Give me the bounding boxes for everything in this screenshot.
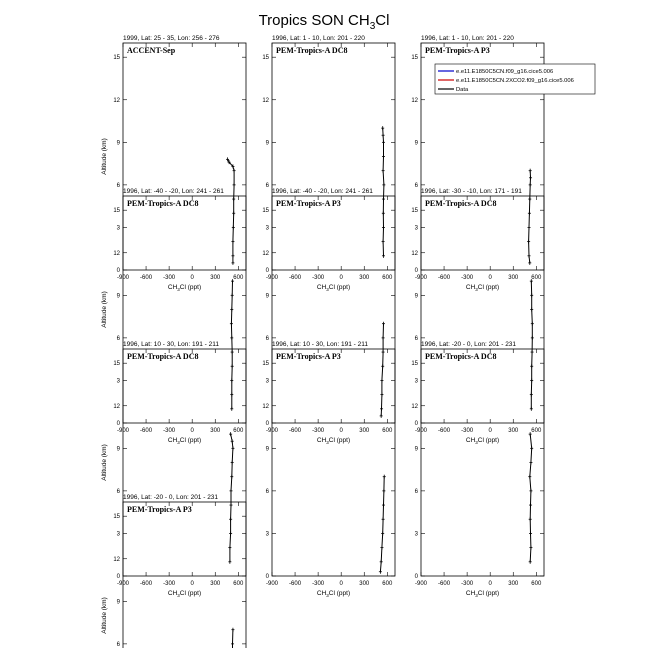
- x-tick-label: -600: [289, 581, 302, 587]
- x-axis-label: [168, 437, 201, 445]
- y-tick-label: 12: [113, 250, 120, 257]
- x-tick-label: -900: [265, 275, 279, 281]
- y-tick-label: 15: [262, 55, 269, 62]
- panel-frame: [123, 196, 246, 423]
- panel-title: PEM-Tropics-A P3: [425, 46, 490, 55]
- x-tick-label: 0: [488, 581, 492, 587]
- x-tick-label: -900: [116, 428, 130, 434]
- panel-5: [262, 188, 395, 445]
- x-tick-label: 600: [531, 428, 542, 434]
- x-axis-label: [317, 437, 350, 445]
- x-tick-label: 0: [190, 428, 194, 434]
- x-axis-label-pre: CH: [316, 590, 327, 597]
- x-axis-label-post: Cl (ppt): [328, 284, 351, 291]
- x-tick-label: 300: [508, 275, 519, 281]
- x-tick-label: -600: [140, 428, 153, 434]
- x-axis-label: [317, 590, 350, 598]
- x-axis-label-pre: CH: [465, 284, 476, 291]
- y-tick-label: 9: [265, 140, 269, 147]
- y-tick-label: 0: [265, 421, 269, 427]
- x-tick-label: 300: [359, 275, 370, 281]
- y-tick-label: 6: [116, 182, 120, 189]
- figure-title: [259, 12, 390, 32]
- x-tick-label: -900: [116, 275, 130, 281]
- x-axis-label-pre: CH: [167, 437, 178, 444]
- y-tick-label: 15: [262, 208, 269, 215]
- x-tick-label: -900: [116, 581, 130, 587]
- x-axis-label-sub: 3: [475, 440, 478, 445]
- panel-2: [262, 35, 395, 292]
- x-axis-label-post: Cl (ppt): [328, 590, 351, 597]
- x-tick-label: -300: [461, 428, 474, 434]
- x-tick-label: 0: [339, 275, 343, 281]
- panel-frame: [421, 349, 544, 576]
- x-tick-label: -600: [289, 275, 302, 281]
- panel-header: 1996, Lat: -20 - 0, Lon: 201 - 231: [421, 341, 517, 348]
- x-tick-label: 600: [531, 581, 542, 587]
- x-tick-label: 0: [488, 275, 492, 281]
- y-tick-label: 12: [262, 403, 269, 410]
- x-tick-label: 300: [210, 581, 221, 587]
- x-axis-label: [466, 437, 499, 445]
- y-tick-label: 6: [414, 488, 418, 495]
- panel-frame: [421, 196, 544, 423]
- panel-grid: [101, 35, 595, 648]
- x-axis-label-pre: CH: [316, 284, 327, 291]
- x-axis-label: [168, 284, 201, 292]
- panel-title: PEM-Tropics-A P3: [127, 505, 192, 514]
- figure-title-tail: Cl: [375, 12, 390, 29]
- x-tick-label: -300: [163, 581, 176, 587]
- x-tick-label: -900: [414, 428, 428, 434]
- x-axis-label-post: Cl (ppt): [179, 437, 202, 444]
- legend-label: e.e11.E1850C5CN.f09_g16.cice5.006: [456, 69, 554, 75]
- y-tick-label: 0: [116, 268, 120, 274]
- x-tick-label: 0: [339, 428, 343, 434]
- x-tick-label: 0: [339, 581, 343, 587]
- panel-header: 1999, Lat: 25 - 35, Lon: 256 - 276: [123, 35, 220, 42]
- y-tick-label: 0: [265, 268, 269, 274]
- y-tick-label: 0: [116, 574, 120, 580]
- panel-title: PEM-Tropics-A DC8: [425, 352, 497, 361]
- panel-8: [262, 341, 395, 598]
- panel-header: 1996, Lat: 10 - 30, Lon: 191 - 211: [272, 341, 369, 348]
- x-axis-label-pre: CH: [167, 284, 178, 291]
- x-axis-label-pre: CH: [316, 437, 327, 444]
- y-tick-label: 3: [265, 225, 269, 232]
- y-tick-label: 12: [411, 250, 418, 257]
- x-tick-label: 300: [508, 581, 519, 587]
- x-tick-label: -900: [265, 581, 279, 587]
- x-axis-label-post: Cl (ppt): [477, 284, 500, 291]
- x-tick-label: -300: [312, 275, 325, 281]
- x-tick-label: 600: [531, 275, 542, 281]
- data-series-line: [228, 159, 235, 263]
- y-axis-label: Altitude (km): [101, 291, 108, 328]
- legend-label: Data: [456, 87, 469, 93]
- y-tick-label: 6: [116, 641, 120, 648]
- panel-9: [411, 341, 544, 598]
- figure-title-main: Tropics SON CH: [258, 12, 370, 29]
- x-axis-label-post: Cl (ppt): [477, 590, 500, 597]
- x-tick-label: -300: [163, 428, 176, 434]
- legend-label: e.e11.E1850C5CN.2XCO2.f09_g16.cice5.006: [456, 78, 574, 84]
- panel-header: 1996, Lat: 1 - 10, Lon: 201 - 220: [421, 35, 514, 42]
- y-tick-label: 0: [265, 574, 269, 580]
- x-tick-label: 600: [233, 428, 244, 434]
- y-axis-label: Altitude (km): [101, 138, 108, 175]
- x-tick-label: 0: [488, 428, 492, 434]
- panel-header: 1996, Lat: -20 - 0, Lon: 201 - 231: [123, 494, 219, 501]
- x-axis-label: [466, 284, 499, 292]
- x-tick-label: 600: [382, 275, 393, 281]
- y-tick-label: 9: [414, 446, 418, 453]
- panel-title: PEM-Tropics-A P3: [276, 199, 341, 208]
- panel-frame: [272, 196, 395, 423]
- x-axis-label-sub: 3: [475, 593, 478, 598]
- x-axis-label-pre: CH: [465, 437, 476, 444]
- y-tick-label: 6: [116, 335, 120, 342]
- panel-6: [411, 188, 544, 445]
- panel-frame: [123, 502, 246, 648]
- data-series-line: [230, 434, 233, 562]
- y-tick-label: 6: [414, 335, 418, 342]
- y-tick-label: 0: [116, 421, 120, 427]
- y-tick-label: 3: [265, 378, 269, 385]
- panel-frame: [272, 349, 395, 576]
- y-tick-label: 12: [262, 250, 269, 257]
- panel-header: 1996, Lat: 1 - 10, Lon: 201 - 220: [272, 35, 365, 42]
- y-tick-label: 3: [265, 531, 269, 538]
- x-axis-label: [168, 590, 201, 598]
- data-series-line: [231, 281, 232, 409]
- x-tick-label: -300: [312, 581, 325, 587]
- x-tick-label: -900: [265, 428, 279, 434]
- y-tick-label: 0: [414, 421, 418, 427]
- x-tick-label: -900: [414, 581, 428, 587]
- panel-header: 1996, Lat: -40 - -20, Lon: 241 - 261: [123, 188, 224, 195]
- x-axis-label-pre: CH: [167, 590, 178, 597]
- y-tick-label: 15: [113, 514, 120, 521]
- y-tick-label: 6: [265, 488, 269, 495]
- panel-frame: [123, 349, 246, 576]
- x-axis-label-post: Cl (ppt): [179, 590, 202, 597]
- x-tick-label: 600: [233, 275, 244, 281]
- x-tick-label: -900: [414, 275, 428, 281]
- y-tick-label: 9: [265, 446, 269, 453]
- x-tick-label: 300: [210, 428, 221, 434]
- x-axis-label-post: Cl (ppt): [477, 437, 500, 444]
- x-axis-label-sub: 3: [326, 593, 329, 598]
- x-tick-label: -600: [438, 275, 451, 281]
- x-tick-label: 300: [508, 428, 519, 434]
- y-tick-label: 3: [116, 378, 120, 385]
- x-tick-label: 300: [359, 581, 370, 587]
- x-tick-label: 0: [190, 581, 194, 587]
- y-tick-label: 15: [113, 361, 120, 368]
- x-axis-label-sub: 3: [326, 287, 329, 292]
- y-tick-label: 15: [411, 55, 418, 62]
- x-tick-label: 600: [233, 581, 244, 587]
- y-tick-label: 9: [116, 599, 120, 606]
- panel-title: PEM-Tropics-A DC8: [276, 46, 348, 55]
- x-axis-label-pre: CH: [465, 590, 476, 597]
- y-tick-label: 3: [414, 378, 418, 385]
- y-tick-label: 9: [116, 140, 120, 147]
- x-tick-label: 300: [210, 275, 221, 281]
- x-tick-label: 600: [382, 581, 393, 587]
- panel-header: 1996, Lat: 10 - 30, Lon: 191 - 211: [123, 341, 220, 348]
- x-tick-label: -300: [461, 275, 474, 281]
- y-tick-label: 12: [113, 97, 120, 104]
- x-tick-label: 600: [382, 428, 393, 434]
- x-axis-label: [466, 590, 499, 598]
- y-tick-label: 15: [113, 55, 120, 62]
- x-axis-label-post: Cl (ppt): [328, 437, 351, 444]
- y-tick-label: 6: [116, 488, 120, 495]
- panel-title: PEM-Tropics-A P3: [276, 352, 341, 361]
- panel-header: 1996, Lat: -30 - -10, Lon: 171 - 191: [421, 188, 522, 195]
- y-tick-label: 0: [414, 268, 418, 274]
- y-axis-label: Altitude (km): [101, 444, 108, 481]
- y-tick-label: 15: [411, 361, 418, 368]
- y-tick-label: 6: [414, 182, 418, 189]
- y-tick-label: 12: [113, 556, 120, 563]
- y-tick-label: 3: [116, 225, 120, 232]
- y-tick-label: 6: [265, 335, 269, 342]
- x-tick-label: -300: [312, 428, 325, 434]
- y-tick-label: 9: [116, 446, 120, 453]
- figure-title-subscript: 3: [369, 21, 376, 32]
- y-tick-label: 12: [113, 403, 120, 410]
- panel-3: [411, 35, 595, 292]
- x-axis-label-sub: 3: [326, 440, 329, 445]
- panel-10: [101, 494, 246, 648]
- x-axis-label-sub: 3: [177, 593, 180, 598]
- data-series-line: [383, 128, 384, 256]
- panel-frame: [123, 43, 246, 270]
- y-tick-label: 6: [265, 182, 269, 189]
- x-tick-label: 300: [359, 428, 370, 434]
- y-tick-label: 12: [262, 97, 269, 104]
- x-tick-label: -300: [163, 275, 176, 281]
- y-tick-label: 3: [414, 225, 418, 232]
- data-series-line: [530, 434, 532, 562]
- x-tick-label: -600: [140, 275, 153, 281]
- y-tick-label: 9: [414, 293, 418, 300]
- x-tick-label: -600: [289, 428, 302, 434]
- panel-title: PEM-Tropics-A DC8: [127, 199, 199, 208]
- x-axis-label-sub: 3: [177, 440, 180, 445]
- y-tick-label: 15: [411, 208, 418, 215]
- x-axis-label-post: Cl (ppt): [179, 284, 202, 291]
- x-tick-label: 0: [190, 275, 194, 281]
- legend: [435, 64, 595, 94]
- y-tick-label: 3: [116, 531, 120, 538]
- panel-frame: [272, 43, 395, 270]
- y-tick-label: 9: [414, 140, 418, 147]
- panel-header: 1996, Lat: -40 - -20, Lon: 241 - 261: [272, 188, 373, 195]
- x-axis-label-sub: 3: [177, 287, 180, 292]
- x-tick-label: -600: [438, 428, 451, 434]
- x-tick-label: -600: [140, 581, 153, 587]
- x-axis-label-sub: 3: [475, 287, 478, 292]
- y-tick-label: 12: [411, 97, 418, 104]
- x-axis-label: [317, 284, 350, 292]
- panel-title: PEM-Tropics-A DC8: [127, 352, 199, 361]
- y-axis-label: Altitude (km): [101, 597, 108, 634]
- panel-title: ACCENT-Sep: [127, 46, 176, 55]
- y-tick-label: 9: [265, 293, 269, 300]
- y-tick-label: 12: [411, 403, 418, 410]
- x-tick-label: -600: [438, 581, 451, 587]
- data-series-line: [531, 281, 532, 409]
- y-tick-label: 15: [113, 208, 120, 215]
- y-tick-label: 3: [414, 531, 418, 538]
- panel-title: PEM-Tropics-A DC8: [425, 199, 497, 208]
- y-tick-label: 0: [414, 574, 418, 580]
- y-tick-label: 9: [116, 293, 120, 300]
- x-tick-label: -300: [461, 581, 474, 587]
- y-tick-label: 15: [262, 361, 269, 368]
